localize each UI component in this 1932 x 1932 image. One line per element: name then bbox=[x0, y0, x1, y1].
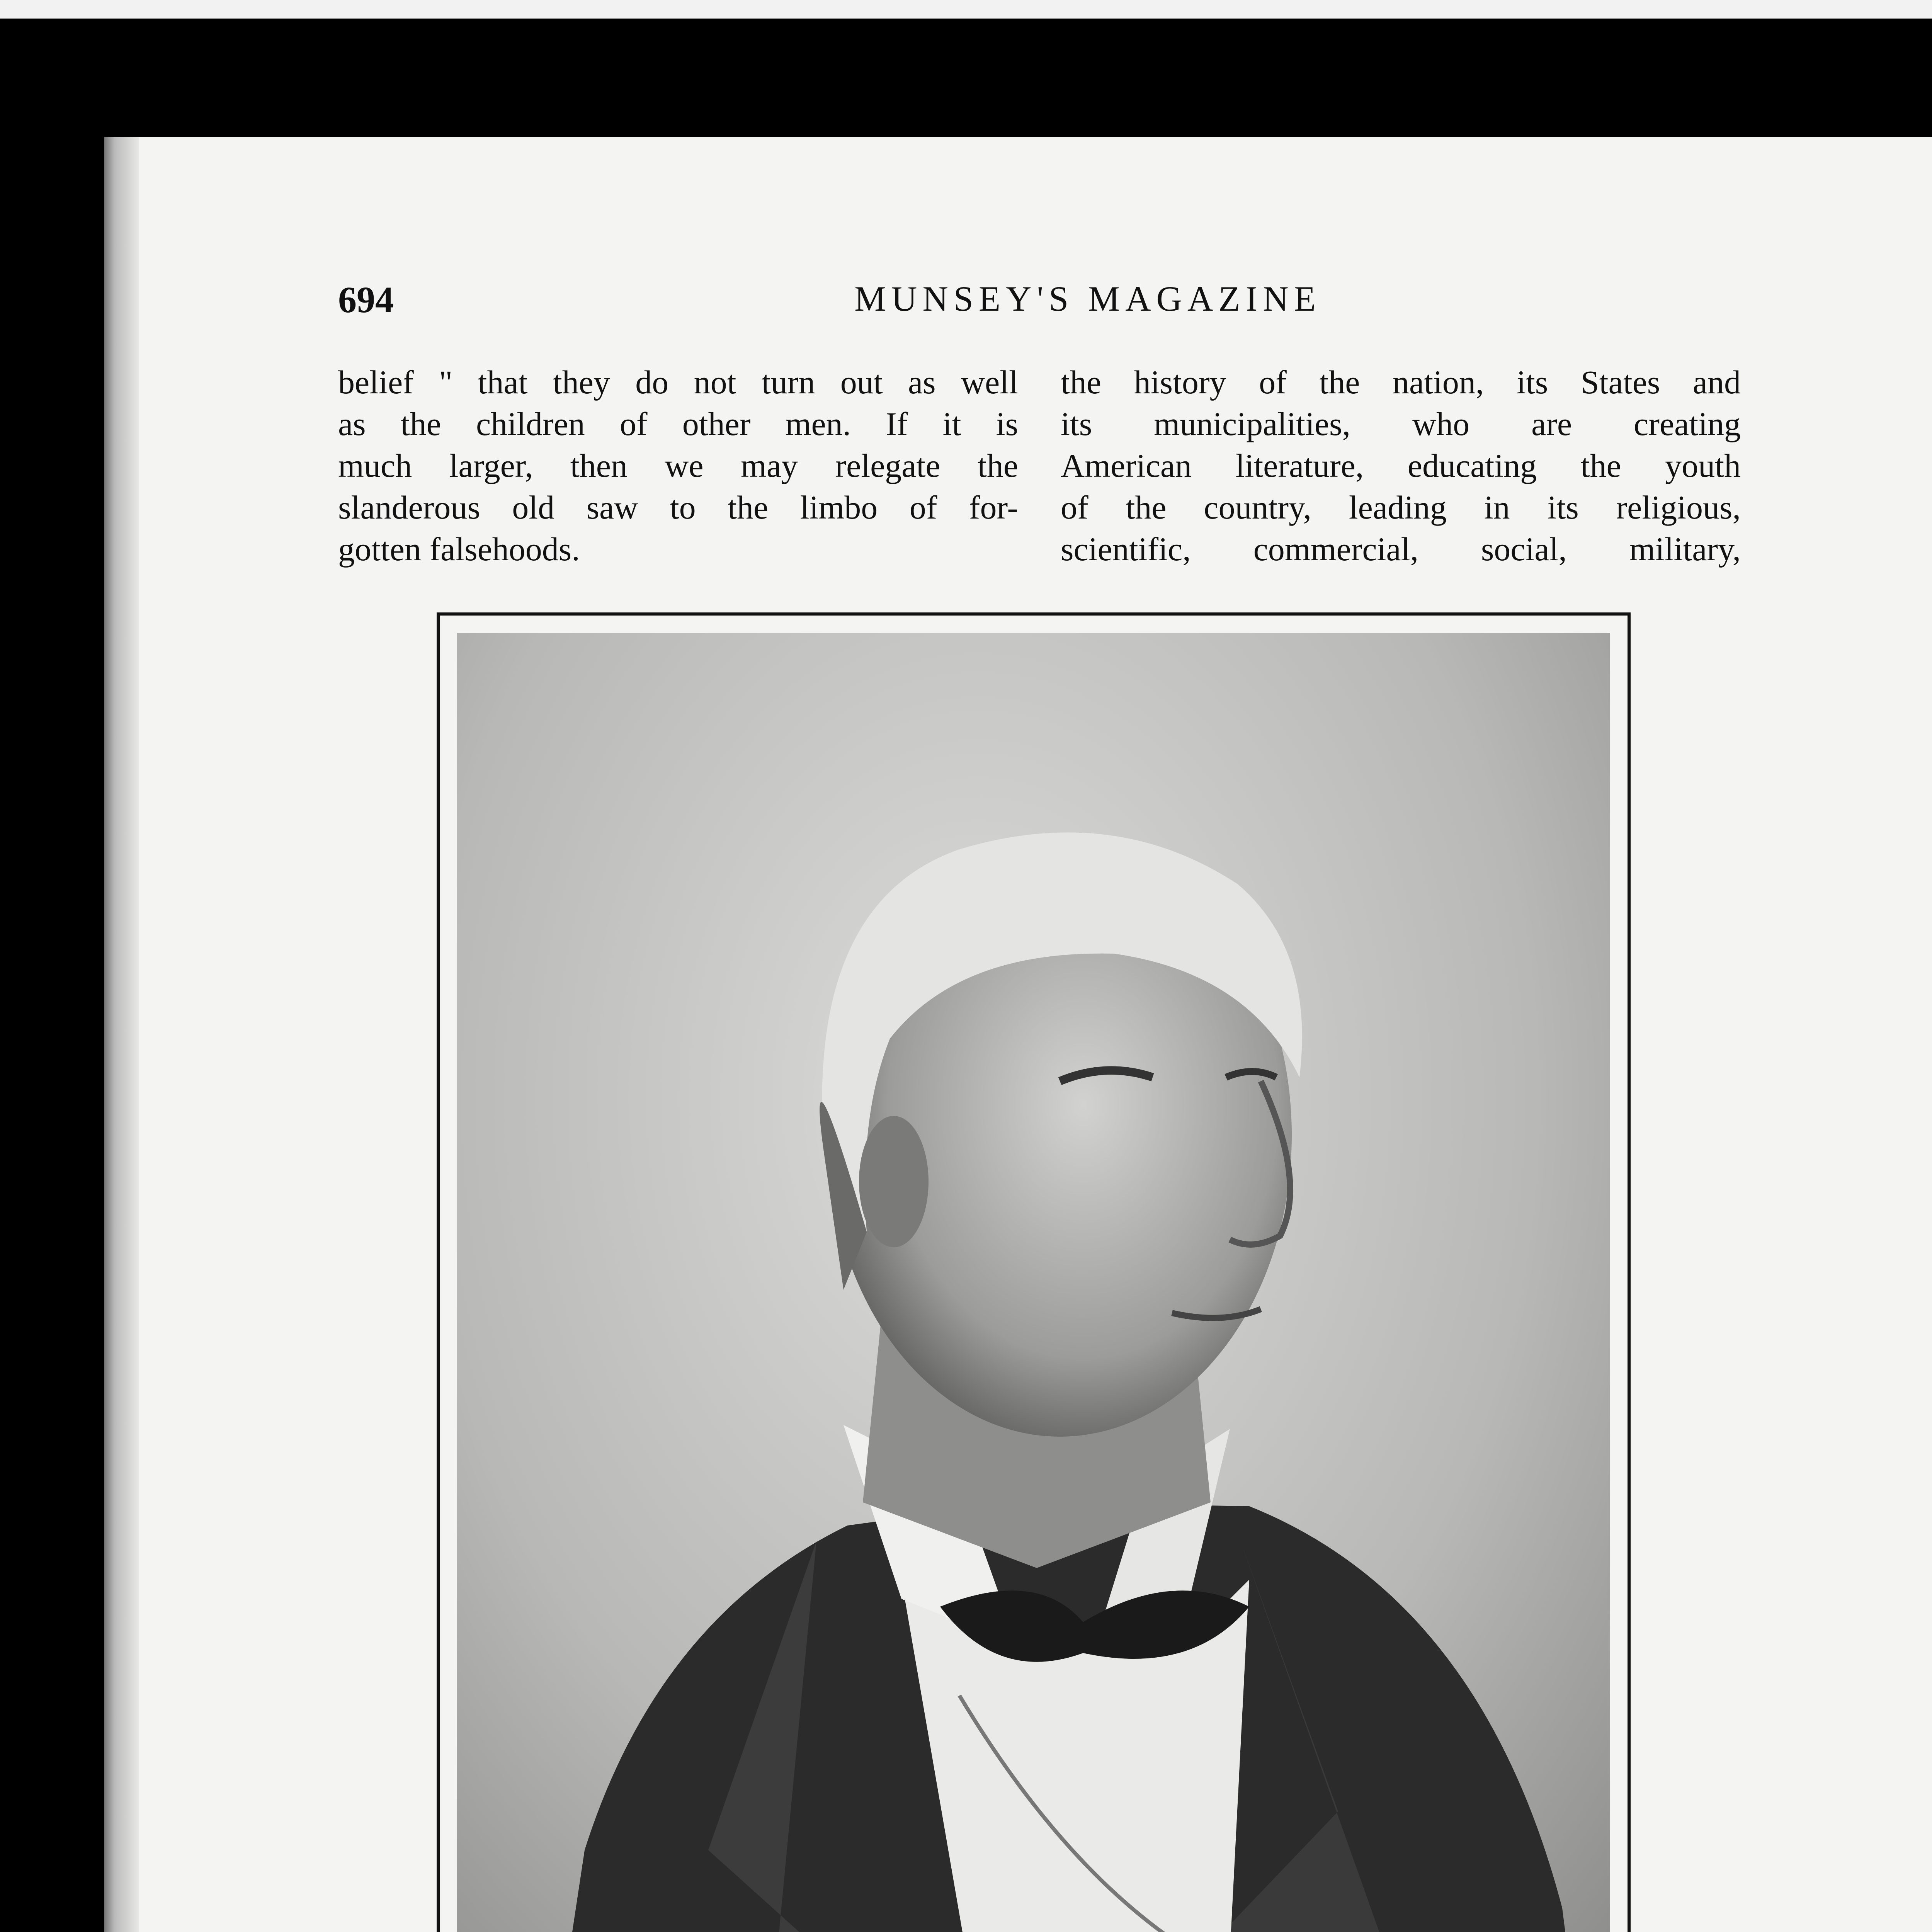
top-right-column bbox=[1061, 361, 1741, 570]
text-line: slanderous old saw to the limbo of for- bbox=[338, 489, 1018, 526]
scan-top-border bbox=[0, 0, 1932, 19]
page-header bbox=[338, 278, 1748, 332]
text-line: of the country, leading in its religious, bbox=[1061, 489, 1741, 526]
text-line: belief " that they do not turn out as well bbox=[338, 364, 1018, 401]
page-number: 694 bbox=[338, 279, 394, 320]
text-line: American literature, educating the youth bbox=[1061, 447, 1741, 484]
running-head: MUNSEY'S MAGAZINE bbox=[854, 279, 1321, 318]
top-left-column bbox=[338, 361, 1018, 570]
text-line: its municipalities, who are creating bbox=[1061, 405, 1741, 442]
text-line: much larger, then we may relegate the bbox=[338, 447, 1018, 484]
portrait-photo bbox=[457, 633, 1610, 1932]
text-line: scientific, commercial, social, military, bbox=[1061, 531, 1741, 568]
portrait-illustration bbox=[457, 633, 1610, 1932]
text-line: gotten falsehoods. bbox=[338, 531, 580, 568]
page-spine-shadow bbox=[104, 137, 139, 1932]
portrait-frame bbox=[437, 612, 1631, 1932]
text-line: the history of the nation, its States and bbox=[1061, 364, 1741, 401]
text-line: as the children of other men. If it is bbox=[338, 405, 1018, 442]
